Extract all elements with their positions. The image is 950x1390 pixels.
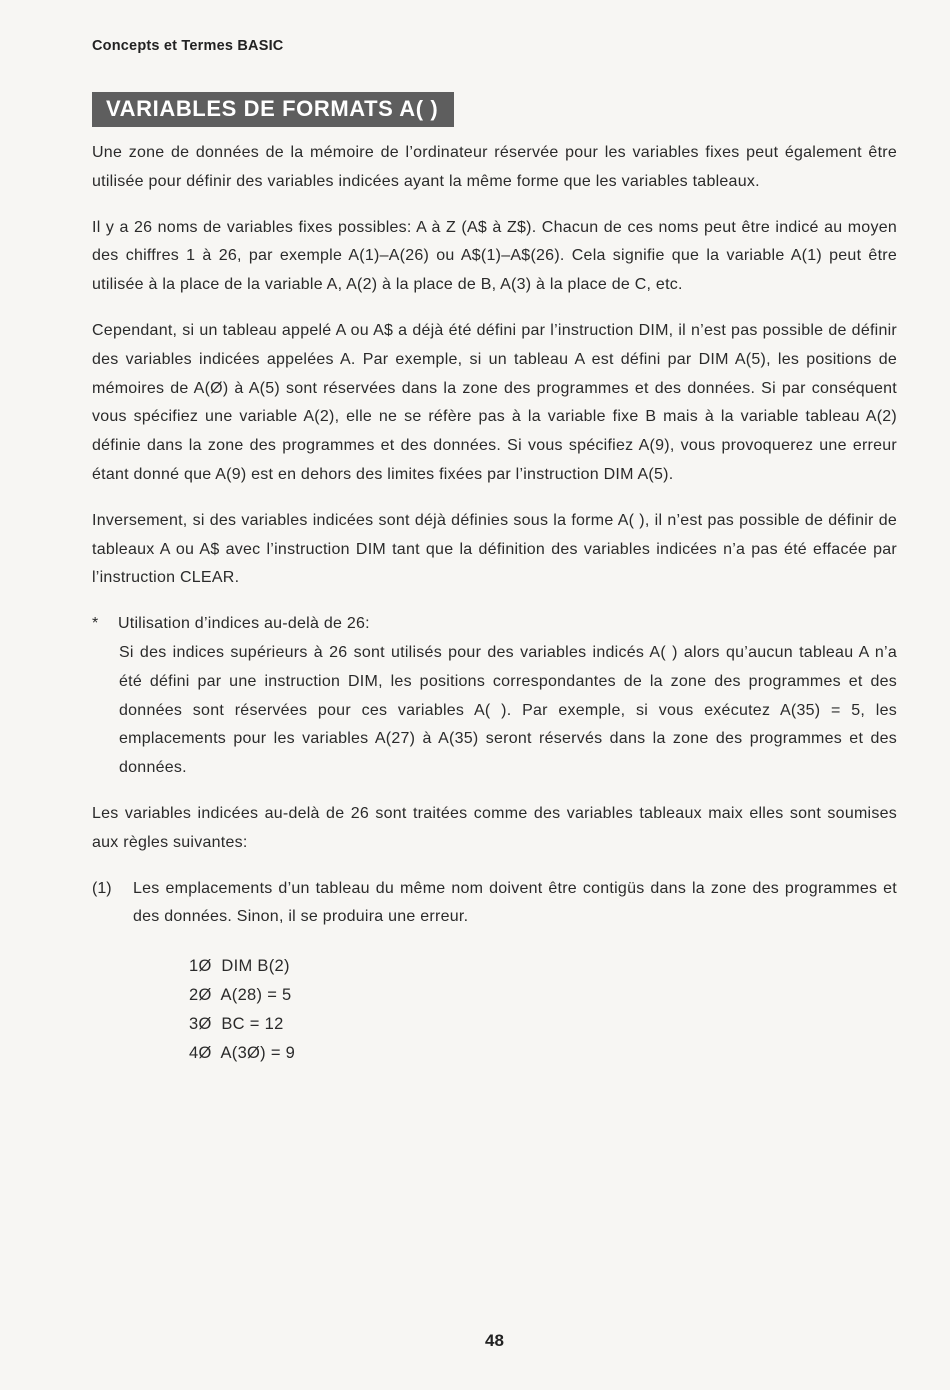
note-heading: Utilisation d’indices au-delà de 26: (118, 615, 370, 633)
rule-item (92, 875, 897, 933)
note-heading-line (92, 610, 897, 639)
code-line: 2Ø A(28) = 5 (189, 985, 292, 1004)
page-number: 48 (485, 1331, 504, 1350)
paragraph-intro: Une zone de données de la mémoire de l’ordinateur réservée pour les variables fixes peut également être utilisée pour définir des variables indicées ayant la même forme que les variables tableaux. (92, 144, 897, 190)
asterisk-icon: * (92, 615, 99, 633)
paragraph-clear-instruction: Inversement, si des variables indicées sont déjà définies sous la forme A( ), il n’est pas possible de définir de tableaux A ou A$ avec l’instruction DIM tant que la définition des variables indicées n’a pas été effacée par l’instruction CLEAR. (92, 511, 897, 587)
note-block (92, 610, 897, 783)
paragraph-fixed-variables: Il y a 26 noms de variables fixes possibles: A à Z (A$ à Z$). Chacun de ces noms peut être indicé au moyen des chiffres 1 à 26, par exemple A(1)–A(26) ou A$(1)–A$(26). Cela signifie que la variable A(1) peut être utilisée à la place de la variable A, A(2) à la place de B, A(3) à la place de C, etc. (92, 218, 897, 294)
running-head: Concepts et Termes BASIC (92, 38, 284, 54)
code-listing (189, 952, 897, 1067)
page-body (92, 139, 897, 1067)
rule-number: (1) (92, 879, 112, 897)
code-line: 3Ø BC = 12 (189, 1014, 284, 1033)
code-line: 4Ø A(3Ø) = 9 (189, 1043, 296, 1062)
paragraph-dim-conflict: Cependant, si un tableau appelé A ou A$ a déjà été défini par l’instruction DIM, il n’est pas possible de définir des variables indicées appelées A. Par exemple, si un tableau A est défini par DIM A(5), les positions de mémoires de A(Ø) à A(5) sont réservées dans la zone des programmes et des données. Si par conséquent vous spécifiez une variable A(2), elle ne se réfère pas à la variable fixe B mais à la variable tableau A(2) définie dans la zone des programmes et des données. Si vous spécifiez A(9), vous provoquerez une erreur étant donné que A(9) est en dehors des limites fixées par l’instruction DIM A(5). (92, 321, 897, 483)
note-body: Si des indices supérieurs à 26 sont utilisés pour des variables indicés A( ) alors qu’aucun tableau A n’a été défini par une instruction DIM, les positions correspondantes de la zone des programmes et des données sont réservées pour ces variables A( ). Par exemple, si vous exécutez A(35) = 5, les emplacements pour les variables A(27) à A(35) seront réservés dans la zone des programmes et des données. (119, 643, 897, 777)
rule-text: Les emplacements d’un tableau du même nom doivent être contigüs dans la zone des programmes et des données. Sinon, il se produira une erreur. (133, 879, 897, 926)
section-title: VARIABLES DE FORMATS A( ) (92, 92, 454, 127)
code-line: 1Ø DIM B(2) (189, 957, 290, 976)
paragraph-rules-intro: Les variables indicées au-delà de 26 sont traitées comme des variables tableaux maix elles sont soumises aux règles suivantes: (92, 804, 897, 851)
